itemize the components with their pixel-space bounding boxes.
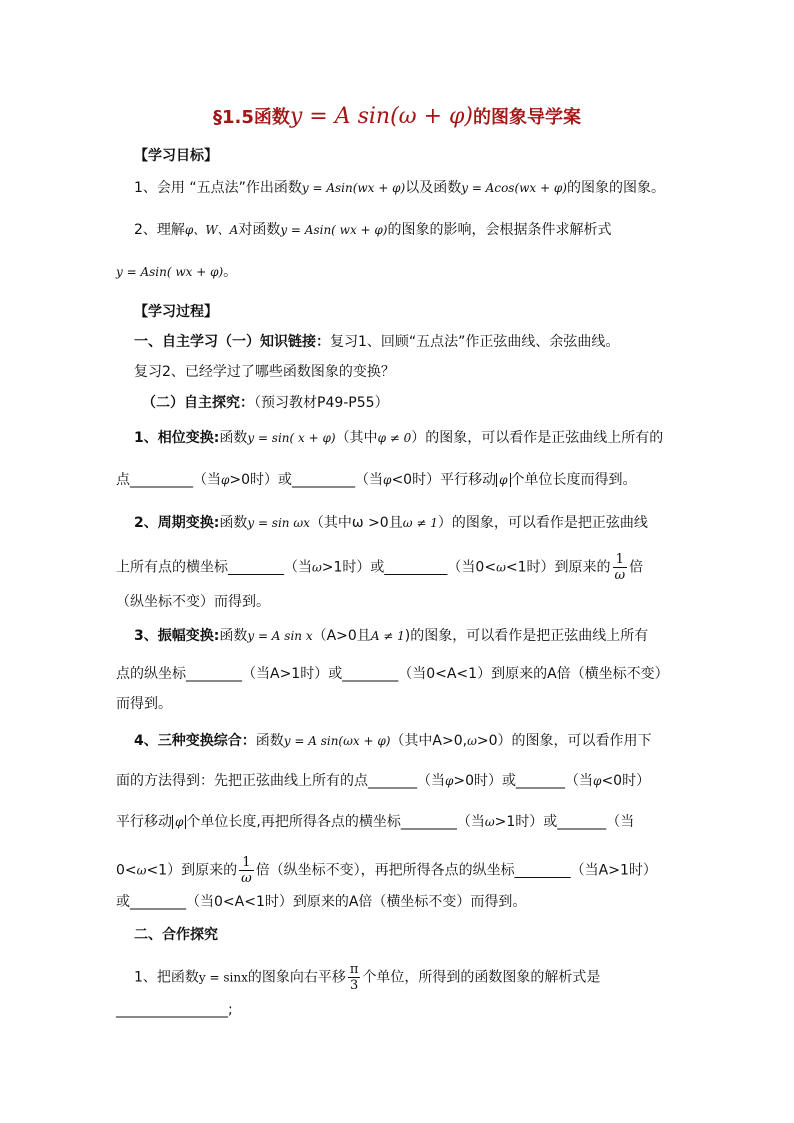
goal-item-2-continued — [116, 262, 237, 282]
period-l2-a: 上所有点的横坐标________（当 — [116, 559, 312, 576]
phase-l2-abs-phi: φ — [496, 473, 510, 487]
phase-shift-bold: 1、相位变换: — [134, 430, 220, 446]
self-study-line — [134, 332, 619, 352]
combined-l4-a: 0< — [116, 862, 137, 879]
period-l2-c: <1时）到原来的 — [505, 559, 611, 576]
amplitude-line-1 — [134, 626, 648, 646]
combined-l3-a: 平行移动 — [116, 814, 172, 830]
goal1-text-c: 的图象的图象。 — [566, 180, 665, 196]
combined-text-a: 函数 — [255, 733, 284, 749]
phase-text-c: ）的图象，可以看作是正弦曲线上所有的 — [411, 430, 664, 446]
goal-item-2 — [134, 220, 611, 240]
period-cond: ω ≠ 1 — [402, 516, 438, 530]
period-l2-d: 倍 — [629, 559, 644, 576]
phase-shift-line-1 — [134, 428, 663, 448]
phase-formula: y = sin( x + φ) — [247, 431, 336, 445]
goal1-formula-1: y = Asin(wx + φ) — [301, 181, 406, 195]
phase-text-b: （其中 — [335, 430, 378, 446]
goal1-text-b: 以及函数 — [405, 180, 462, 196]
goal1-formula-2: y = Acos(wx + φ) — [461, 181, 567, 195]
combined-l4-b: <1）到原来的 — [146, 862, 238, 879]
combined-l2-phi1: φ — [445, 774, 454, 788]
phase-l2-phi1: φ — [221, 473, 230, 487]
combined-l3-b: 个单位长度,再把所得各点的横坐标________（当 — [186, 814, 485, 830]
combined-formula: y = A sin(ωx + φ) — [283, 734, 391, 748]
amplitude-text-c: )的图象，可以看作是把正弦曲线上所有 — [404, 628, 649, 644]
coop-fraction — [348, 962, 361, 993]
period-fraction — [613, 552, 628, 583]
coop-q1-a: 1、把函数 — [134, 969, 199, 986]
phase-cond: φ ≠ 0 — [377, 431, 412, 445]
combined-line-2 — [116, 771, 650, 791]
review-2-line: 复习2、已经学过了哪些函数图象的变换？ — [134, 364, 395, 380]
coop-question-1 — [134, 962, 600, 993]
amplitude-line-3: 而得到。 — [116, 696, 172, 712]
phase-text-a: 函数 — [219, 430, 248, 446]
combined-line-4 — [116, 855, 657, 886]
self-explore-line — [142, 393, 389, 413]
period-l2-omega1: ω — [312, 560, 322, 575]
phase-l2-phi2: φ — [383, 473, 392, 487]
combined-line-5: 或________（当0<A<1时）到原来的A倍（横坐标不变）而得到。 — [116, 894, 527, 910]
combined-l3-abs-phi: φ — [172, 815, 186, 829]
combined-bold: 4、三种变换综合： — [134, 733, 256, 749]
amplitude-bold: 3、振幅变换: — [134, 628, 220, 644]
amplitude-formula: y = A sin x — [247, 629, 313, 643]
period-line-3: （纵坐标不变）而得到。 — [116, 594, 270, 610]
phase-l2-a: 点_________（当 — [116, 472, 221, 488]
goal1-text-a: 1、会用 “五点法”作出函数 — [134, 180, 302, 196]
coop-q1-c: 个单位，所得到的函数图象的解析式是 — [362, 969, 601, 986]
goal-item-1 — [134, 178, 665, 198]
combined-text-b: （其中A>0, — [390, 733, 468, 749]
title-suffix: 的图象导学案 — [473, 107, 582, 128]
period-l2-omega2: ω — [496, 560, 506, 575]
combined-l2-c: <0时） — [601, 773, 651, 789]
coop-answer-blank: ________________; — [116, 1002, 233, 1018]
amplitude-line-2: 点的纵坐标________（当A>1时）或________（当0<A<1）到原来的A倍（横坐标不变） — [116, 666, 669, 682]
phase-l2-b: >0时）或_________（当 — [229, 472, 384, 488]
combined-text-c: >0）的图象，可以看作用下 — [476, 733, 652, 749]
period-line-1 — [134, 513, 648, 533]
goal2-cont-formula: y = Asin( wx + φ) — [116, 265, 224, 279]
combined-l2-b: >0时）或_______（当 — [453, 773, 594, 789]
self-explore-bold: （二）自主探究： — [142, 395, 254, 411]
period-text-c: ）的图象，可以看作是把正弦曲线 — [437, 515, 648, 531]
period-formula: y = sin ωx — [247, 516, 310, 530]
goal2-text-c: 的图象的影响，会根据条件求解析式 — [387, 222, 612, 238]
combined-line-3 — [116, 812, 634, 832]
goal2-vars: φ、W、A — [184, 223, 239, 237]
combined-line-1 — [134, 731, 652, 751]
combined-l4-omega: ω — [136, 863, 147, 878]
combined-fraction — [239, 855, 254, 886]
period-frac-num: 1 — [613, 552, 628, 568]
period-frac-den: ω — [614, 568, 626, 583]
period-l2-b: >1时）或_________（当0< — [321, 559, 497, 576]
coop-heading: 二、合作探究 — [134, 927, 218, 943]
combined-frac-num: 1 — [239, 855, 254, 871]
coop-frac-den: 3 — [350, 978, 359, 993]
period-line-2 — [116, 552, 643, 583]
process-heading: 【学习过程】 — [134, 304, 218, 320]
amplitude-cond: A ≠ 1 — [370, 629, 405, 643]
self-study-text: 复习1、回顾“五点法”作正弦曲线、余弦曲线。 — [330, 334, 620, 350]
combined-l3-omega: ω — [484, 815, 495, 829]
period-text-b: （其中ω >0且 — [309, 515, 403, 531]
phase-l2-d: 个单位长度而得到。 — [510, 472, 637, 488]
coop-q1-formula: y = sinx — [198, 970, 248, 985]
amplitude-text-b: （A>0且 — [312, 628, 371, 644]
goal2-formula: y = Asin( wx + φ) — [280, 223, 388, 237]
goals-heading: 【学习目标】 — [134, 148, 218, 164]
goal2-cont-text: 。 — [223, 264, 238, 280]
phase-shift-line-2 — [116, 470, 637, 490]
goal2-text-a: 2、理解 — [134, 222, 185, 238]
self-explore-text: （预习教材P49-P55） — [254, 395, 389, 411]
combined-l2-phi2: φ — [593, 774, 602, 788]
goal2-text-b: 对函数 — [238, 222, 281, 238]
combined-omega: ω — [467, 734, 477, 748]
combined-l3-c: >1时）或_______（当 — [494, 814, 635, 830]
period-bold: 2、周期变换: — [134, 515, 220, 531]
title-formula: y = A sin(ω + φ) — [289, 104, 474, 129]
combined-frac-den: ω — [241, 871, 252, 886]
title-prefix: §1.5函数 — [212, 107, 290, 128]
combined-l4-c: 倍（纵坐标不变），再把所得各点的纵坐标________（当A>1时） — [255, 862, 657, 879]
period-text-a: 函数 — [219, 515, 248, 531]
amplitude-text-a: 函数 — [219, 628, 248, 644]
coop-q1-b: 的图象向右平移 — [247, 969, 346, 986]
self-study-bold: 一、自主学习（一）知识链接： — [134, 334, 330, 350]
page-title — [0, 104, 794, 131]
coop-frac-num: π — [349, 962, 359, 977]
combined-l2-a: 面的方法得到：先把正弦曲线上所有的点_______（当 — [116, 773, 445, 789]
phase-l2-c: <0时）平行移动 — [391, 472, 497, 488]
